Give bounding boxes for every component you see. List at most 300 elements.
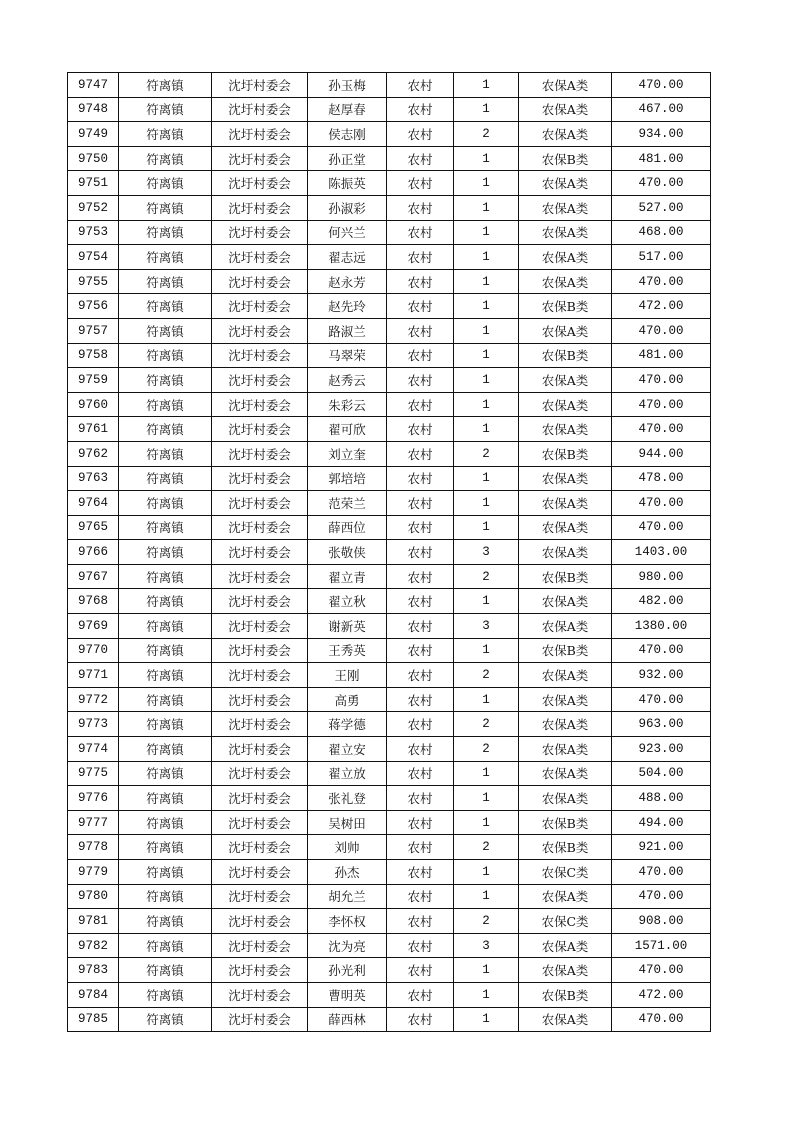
area-type-cell: 农村 [387, 97, 454, 122]
insurance-category-cell: 农保A类 [519, 687, 612, 712]
area-type-cell: 农村 [387, 515, 454, 540]
household-size-cell: 2 [454, 122, 519, 147]
village-committee-cell: 沈圩村委会 [212, 1007, 308, 1032]
household-size-cell: 1 [454, 269, 519, 294]
table-row [68, 982, 711, 1007]
row-number-cell: 9771 [68, 663, 119, 688]
row-number-cell: 9754 [68, 245, 119, 270]
household-size-cell: 1 [454, 195, 519, 220]
household-size-cell: 1 [454, 589, 519, 614]
town-cell: 符离镇 [119, 318, 212, 343]
person-name-cell: 王刚 [308, 663, 387, 688]
village-committee-cell: 沈圩村委会 [212, 491, 308, 516]
amount-cell: 470.00 [612, 318, 711, 343]
row-number-cell: 9781 [68, 909, 119, 934]
row-number-cell: 9758 [68, 343, 119, 368]
person-name-cell: 翟立秋 [308, 589, 387, 614]
row-number-cell: 9776 [68, 786, 119, 811]
insurance-category-cell: 农保A类 [519, 368, 612, 393]
town-cell: 符离镇 [119, 195, 212, 220]
table-row [68, 958, 711, 983]
row-number-cell: 9785 [68, 1007, 119, 1032]
person-name-cell: 李怀权 [308, 909, 387, 934]
table-row [68, 589, 711, 614]
amount-cell: 470.00 [612, 491, 711, 516]
person-name-cell: 孙淑彩 [308, 195, 387, 220]
household-size-cell: 1 [454, 982, 519, 1007]
row-number-cell: 9759 [68, 368, 119, 393]
household-size-cell: 1 [454, 810, 519, 835]
town-cell: 符离镇 [119, 368, 212, 393]
household-size-cell: 2 [454, 441, 519, 466]
person-name-cell: 翟立安 [308, 737, 387, 762]
row-number-cell: 9777 [68, 810, 119, 835]
area-type-cell: 农村 [387, 884, 454, 909]
insurance-category-cell: 农保A类 [519, 491, 612, 516]
village-committee-cell: 沈圩村委会 [212, 318, 308, 343]
insurance-category-cell: 农保B类 [519, 343, 612, 368]
area-type-cell: 农村 [387, 368, 454, 393]
town-cell: 符离镇 [119, 343, 212, 368]
village-committee-cell: 沈圩村委会 [212, 761, 308, 786]
village-committee-cell: 沈圩村委会 [212, 958, 308, 983]
town-cell: 符离镇 [119, 73, 212, 98]
amount-cell: 470.00 [612, 171, 711, 196]
insurance-category-cell: 农保A类 [519, 220, 612, 245]
row-number-cell: 9753 [68, 220, 119, 245]
relief-roster-table [67, 72, 711, 1032]
household-size-cell: 2 [454, 909, 519, 934]
table-row [68, 343, 711, 368]
household-size-cell: 2 [454, 663, 519, 688]
household-size-cell: 1 [454, 491, 519, 516]
area-type-cell: 农村 [387, 417, 454, 442]
village-committee-cell: 沈圩村委会 [212, 614, 308, 639]
insurance-category-cell: 农保A类 [519, 466, 612, 491]
row-number-cell: 9751 [68, 171, 119, 196]
insurance-category-cell: 农保A类 [519, 195, 612, 220]
amount-cell: 470.00 [612, 392, 711, 417]
amount-cell: 470.00 [612, 860, 711, 885]
household-size-cell: 1 [454, 171, 519, 196]
village-committee-cell: 沈圩村委会 [212, 220, 308, 245]
amount-cell: 934.00 [612, 122, 711, 147]
table-row [68, 195, 711, 220]
village-committee-cell: 沈圩村委会 [212, 294, 308, 319]
village-committee-cell: 沈圩村委会 [212, 195, 308, 220]
person-name-cell: 路淑兰 [308, 318, 387, 343]
town-cell: 符离镇 [119, 982, 212, 1007]
table-row [68, 540, 711, 565]
village-committee-cell: 沈圩村委会 [212, 589, 308, 614]
town-cell: 符离镇 [119, 687, 212, 712]
table-row [68, 269, 711, 294]
area-type-cell: 农村 [387, 933, 454, 958]
town-cell: 符离镇 [119, 220, 212, 245]
amount-cell: 470.00 [612, 417, 711, 442]
household-size-cell: 1 [454, 687, 519, 712]
row-number-cell: 9757 [68, 318, 119, 343]
village-committee-cell: 沈圩村委会 [212, 441, 308, 466]
person-name-cell: 薛西林 [308, 1007, 387, 1032]
table-row [68, 638, 711, 663]
amount-cell: 470.00 [612, 515, 711, 540]
household-size-cell: 1 [454, 220, 519, 245]
household-size-cell: 2 [454, 712, 519, 737]
person-name-cell: 刘立奎 [308, 441, 387, 466]
village-committee-cell: 沈圩村委会 [212, 368, 308, 393]
village-committee-cell: 沈圩村委会 [212, 982, 308, 1007]
table-row [68, 318, 711, 343]
table-row [68, 737, 711, 762]
row-number-cell: 9767 [68, 564, 119, 589]
person-name-cell: 吴树田 [308, 810, 387, 835]
person-name-cell: 孙光利 [308, 958, 387, 983]
area-type-cell: 农村 [387, 171, 454, 196]
insurance-category-cell: 农保B类 [519, 441, 612, 466]
town-cell: 符离镇 [119, 294, 212, 319]
village-committee-cell: 沈圩村委会 [212, 860, 308, 885]
household-size-cell: 1 [454, 73, 519, 98]
area-type-cell: 农村 [387, 146, 454, 171]
household-size-cell: 1 [454, 860, 519, 885]
insurance-category-cell: 农保A类 [519, 958, 612, 983]
area-type-cell: 农村 [387, 958, 454, 983]
village-committee-cell: 沈圩村委会 [212, 343, 308, 368]
row-number-cell: 9775 [68, 761, 119, 786]
village-committee-cell: 沈圩村委会 [212, 884, 308, 909]
table-row [68, 835, 711, 860]
household-size-cell: 1 [454, 515, 519, 540]
row-number-cell: 9774 [68, 737, 119, 762]
person-name-cell: 薛西位 [308, 515, 387, 540]
table-row [68, 761, 711, 786]
insurance-category-cell: 农保B类 [519, 810, 612, 835]
town-cell: 符离镇 [119, 614, 212, 639]
area-type-cell: 农村 [387, 589, 454, 614]
person-name-cell: 翟立放 [308, 761, 387, 786]
row-number-cell: 9766 [68, 540, 119, 565]
town-cell: 符离镇 [119, 392, 212, 417]
person-name-cell: 马翠荣 [308, 343, 387, 368]
household-size-cell: 3 [454, 540, 519, 565]
table-row [68, 909, 711, 934]
row-number-cell: 9772 [68, 687, 119, 712]
table-row [68, 1007, 711, 1032]
person-name-cell: 侯志刚 [308, 122, 387, 147]
amount-cell: 481.00 [612, 146, 711, 171]
table-row [68, 294, 711, 319]
area-type-cell: 农村 [387, 687, 454, 712]
area-type-cell: 农村 [387, 441, 454, 466]
town-cell: 符离镇 [119, 835, 212, 860]
table-row [68, 860, 711, 885]
table-row [68, 466, 711, 491]
person-name-cell: 孙玉梅 [308, 73, 387, 98]
town-cell: 符离镇 [119, 466, 212, 491]
table-row [68, 687, 711, 712]
town-cell: 符离镇 [119, 171, 212, 196]
insurance-category-cell: 农保A类 [519, 786, 612, 811]
village-committee-cell: 沈圩村委会 [212, 515, 308, 540]
person-name-cell: 孙杰 [308, 860, 387, 885]
village-committee-cell: 沈圩村委会 [212, 73, 308, 98]
area-type-cell: 农村 [387, 786, 454, 811]
household-size-cell: 1 [454, 1007, 519, 1032]
insurance-category-cell: 农保A类 [519, 417, 612, 442]
village-committee-cell: 沈圩村委会 [212, 392, 308, 417]
amount-cell: 517.00 [612, 245, 711, 270]
area-type-cell: 农村 [387, 73, 454, 98]
insurance-category-cell: 农保B类 [519, 638, 612, 663]
row-number-cell: 9780 [68, 884, 119, 909]
row-number-cell: 9756 [68, 294, 119, 319]
amount-cell: 908.00 [612, 909, 711, 934]
row-number-cell: 9752 [68, 195, 119, 220]
amount-cell: 963.00 [612, 712, 711, 737]
row-number-cell: 9760 [68, 392, 119, 417]
area-type-cell: 农村 [387, 466, 454, 491]
person-name-cell: 赵先玲 [308, 294, 387, 319]
household-size-cell: 3 [454, 614, 519, 639]
table-row [68, 171, 711, 196]
row-number-cell: 9747 [68, 73, 119, 98]
household-size-cell: 2 [454, 835, 519, 860]
insurance-category-cell: 农保B类 [519, 146, 612, 171]
person-name-cell: 谢新英 [308, 614, 387, 639]
area-type-cell: 农村 [387, 491, 454, 516]
insurance-category-cell: 农保A类 [519, 933, 612, 958]
row-number-cell: 9778 [68, 835, 119, 860]
town-cell: 符离镇 [119, 737, 212, 762]
amount-cell: 472.00 [612, 982, 711, 1007]
amount-cell: 980.00 [612, 564, 711, 589]
person-name-cell: 张礼登 [308, 786, 387, 811]
insurance-category-cell: 农保B类 [519, 564, 612, 589]
household-size-cell: 1 [454, 392, 519, 417]
amount-cell: 470.00 [612, 1007, 711, 1032]
amount-cell: 1403.00 [612, 540, 711, 565]
area-type-cell: 农村 [387, 909, 454, 934]
household-size-cell: 1 [454, 786, 519, 811]
amount-cell: 467.00 [612, 97, 711, 122]
village-committee-cell: 沈圩村委会 [212, 909, 308, 934]
insurance-category-cell: 农保C类 [519, 909, 612, 934]
table-row [68, 810, 711, 835]
table-row [68, 712, 711, 737]
village-committee-cell: 沈圩村委会 [212, 933, 308, 958]
town-cell: 符离镇 [119, 417, 212, 442]
amount-cell: 472.00 [612, 294, 711, 319]
household-size-cell: 1 [454, 368, 519, 393]
household-size-cell: 1 [454, 466, 519, 491]
table-row [68, 884, 711, 909]
table-row [68, 97, 711, 122]
row-number-cell: 9748 [68, 97, 119, 122]
insurance-category-cell: 农保A类 [519, 712, 612, 737]
town-cell: 符离镇 [119, 245, 212, 270]
area-type-cell: 农村 [387, 614, 454, 639]
town-cell: 符离镇 [119, 933, 212, 958]
table-row [68, 122, 711, 147]
table-row [68, 515, 711, 540]
insurance-category-cell: 农保A类 [519, 318, 612, 343]
amount-cell: 1571.00 [612, 933, 711, 958]
insurance-category-cell: 农保C类 [519, 860, 612, 885]
insurance-category-cell: 农保A类 [519, 97, 612, 122]
row-number-cell: 9784 [68, 982, 119, 1007]
person-name-cell: 高勇 [308, 687, 387, 712]
area-type-cell: 农村 [387, 860, 454, 885]
village-committee-cell: 沈圩村委会 [212, 810, 308, 835]
village-committee-cell: 沈圩村委会 [212, 269, 308, 294]
person-name-cell: 翟立青 [308, 564, 387, 589]
household-size-cell: 1 [454, 761, 519, 786]
village-committee-cell: 沈圩村委会 [212, 737, 308, 762]
insurance-category-cell: 农保A类 [519, 1007, 612, 1032]
household-size-cell: 1 [454, 97, 519, 122]
town-cell: 符离镇 [119, 540, 212, 565]
village-committee-cell: 沈圩村委会 [212, 835, 308, 860]
household-size-cell: 1 [454, 343, 519, 368]
area-type-cell: 农村 [387, 343, 454, 368]
insurance-category-cell: 农保A类 [519, 392, 612, 417]
insurance-category-cell: 农保A类 [519, 589, 612, 614]
household-size-cell: 1 [454, 245, 519, 270]
amount-cell: 470.00 [612, 958, 711, 983]
table-row [68, 220, 711, 245]
area-type-cell: 农村 [387, 663, 454, 688]
town-cell: 符离镇 [119, 761, 212, 786]
town-cell: 符离镇 [119, 491, 212, 516]
row-number-cell: 9773 [68, 712, 119, 737]
village-committee-cell: 沈圩村委会 [212, 146, 308, 171]
town-cell: 符离镇 [119, 441, 212, 466]
row-number-cell: 9782 [68, 933, 119, 958]
insurance-category-cell: 农保A类 [519, 171, 612, 196]
amount-cell: 470.00 [612, 73, 711, 98]
household-size-cell: 1 [454, 294, 519, 319]
person-name-cell: 胡允兰 [308, 884, 387, 909]
insurance-category-cell: 农保B类 [519, 835, 612, 860]
town-cell: 符离镇 [119, 638, 212, 663]
town-cell: 符离镇 [119, 786, 212, 811]
household-size-cell: 1 [454, 417, 519, 442]
insurance-category-cell: 农保A类 [519, 884, 612, 909]
town-cell: 符离镇 [119, 97, 212, 122]
town-cell: 符离镇 [119, 589, 212, 614]
person-name-cell: 赵厚春 [308, 97, 387, 122]
village-committee-cell: 沈圩村委会 [212, 663, 308, 688]
person-name-cell: 陈振英 [308, 171, 387, 196]
town-cell: 符离镇 [119, 958, 212, 983]
person-name-cell: 范荣兰 [308, 491, 387, 516]
area-type-cell: 农村 [387, 712, 454, 737]
area-type-cell: 农村 [387, 245, 454, 270]
area-type-cell: 农村 [387, 195, 454, 220]
person-name-cell: 沈为亮 [308, 933, 387, 958]
row-number-cell: 9763 [68, 466, 119, 491]
town-cell: 符离镇 [119, 884, 212, 909]
village-committee-cell: 沈圩村委会 [212, 245, 308, 270]
row-number-cell: 9761 [68, 417, 119, 442]
row-number-cell: 9783 [68, 958, 119, 983]
village-committee-cell: 沈圩村委会 [212, 466, 308, 491]
town-cell: 符离镇 [119, 122, 212, 147]
household-size-cell: 2 [454, 564, 519, 589]
household-size-cell: 1 [454, 884, 519, 909]
household-size-cell: 1 [454, 318, 519, 343]
area-type-cell: 农村 [387, 269, 454, 294]
amount-cell: 504.00 [612, 761, 711, 786]
row-number-cell: 9762 [68, 441, 119, 466]
area-type-cell: 农村 [387, 564, 454, 589]
insurance-category-cell: 农保A类 [519, 245, 612, 270]
table-row [68, 73, 711, 98]
area-type-cell: 农村 [387, 1007, 454, 1032]
village-committee-cell: 沈圩村委会 [212, 97, 308, 122]
village-committee-cell: 沈圩村委会 [212, 171, 308, 196]
insurance-category-cell: 农保A类 [519, 122, 612, 147]
amount-cell: 470.00 [612, 638, 711, 663]
area-type-cell: 农村 [387, 122, 454, 147]
insurance-category-cell: 农保B类 [519, 982, 612, 1007]
table-row [68, 933, 711, 958]
table-row [68, 146, 711, 171]
row-number-cell: 9768 [68, 589, 119, 614]
insurance-category-cell: 农保A类 [519, 737, 612, 762]
town-cell: 符离镇 [119, 810, 212, 835]
area-type-cell: 农村 [387, 761, 454, 786]
row-number-cell: 9755 [68, 269, 119, 294]
amount-cell: 921.00 [612, 835, 711, 860]
area-type-cell: 农村 [387, 294, 454, 319]
person-name-cell: 朱彩云 [308, 392, 387, 417]
insurance-category-cell: 农保A类 [519, 73, 612, 98]
amount-cell: 494.00 [612, 810, 711, 835]
household-size-cell: 2 [454, 737, 519, 762]
row-number-cell: 9770 [68, 638, 119, 663]
amount-cell: 481.00 [612, 343, 711, 368]
row-number-cell: 9765 [68, 515, 119, 540]
town-cell: 符离镇 [119, 515, 212, 540]
person-name-cell: 翟志远 [308, 245, 387, 270]
village-committee-cell: 沈圩村委会 [212, 540, 308, 565]
table-body [68, 73, 711, 1032]
person-name-cell: 赵秀云 [308, 368, 387, 393]
amount-cell: 527.00 [612, 195, 711, 220]
amount-cell: 470.00 [612, 687, 711, 712]
household-size-cell: 1 [454, 958, 519, 983]
row-number-cell: 9779 [68, 860, 119, 885]
village-committee-cell: 沈圩村委会 [212, 687, 308, 712]
area-type-cell: 农村 [387, 540, 454, 565]
amount-cell: 470.00 [612, 368, 711, 393]
person-name-cell: 何兴兰 [308, 220, 387, 245]
area-type-cell: 农村 [387, 982, 454, 1007]
table-row [68, 564, 711, 589]
table-row [68, 368, 711, 393]
table-row [68, 441, 711, 466]
household-size-cell: 1 [454, 638, 519, 663]
town-cell: 符离镇 [119, 564, 212, 589]
village-committee-cell: 沈圩村委会 [212, 786, 308, 811]
household-size-cell: 3 [454, 933, 519, 958]
insurance-category-cell: 农保A类 [519, 269, 612, 294]
town-cell: 符离镇 [119, 860, 212, 885]
area-type-cell: 农村 [387, 392, 454, 417]
row-number-cell: 9749 [68, 122, 119, 147]
